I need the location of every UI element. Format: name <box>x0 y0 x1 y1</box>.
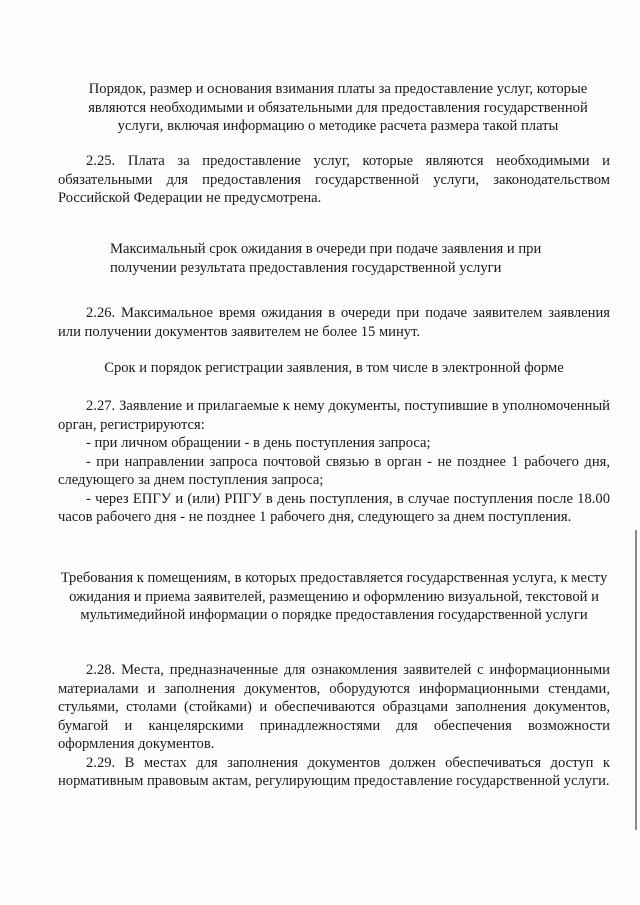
paragraph-2-25: 2.25. Плата за предоставление услуг, которые являются необходимыми и обязательными для предоставления государственной услуги, законодательством Российской Федерации не предусмотрена. <box>58 153 610 206</box>
heading-queue: Максимальный срок ожидания в очереди при подаче заявления и при получении результата предоставления государственной услуги <box>110 241 542 276</box>
scan-edge-line <box>635 530 637 830</box>
heading-fees: Порядок, размер и основания взимания платы за предоставление услуг, которые являются необходимыми и обязательными для предоставления государственной услуги, включая информацию о методике расчета размера такой платы <box>88 81 588 134</box>
heading-premises: Требования к помещениям, в которых предоставляется государственная услуга, к месту ожидания и приема заявителей, размещению и оформлению визуальной, текстовой и мультимедийной информации о порядке предоставления государственной услуги <box>60 570 608 623</box>
paragraph-2-27: 2.27. Заявление и прилагаемые к нему документы, поступившие в уполномоченный орган, регистрируются: <box>58 398 610 433</box>
paragraph-2-29: 2.29. В местах для заполнения документов должен обеспечиваться доступ к нормативным правовым актам, регулирующим предоставление государственной услуги. <box>58 754 610 789</box>
list-item-registration-personal: - при личном обращении - в день поступления запроса; <box>86 435 431 451</box>
paragraph-2-28: 2.28. Места, предназначенные для ознакомления заявителей с информационными материалами и заполнения документов, оборудуются информационными стендами, стульями, столами (стойками) и обеспечиваются образцами заполнения документов, бумагой и канцелярскими принадлежностями для обеспечения возможности оформления документов. <box>58 662 610 752</box>
list-item-registration-online: - через ЕПГУ и (или) РПГУ в день поступления, в случае поступления после 18.00 часов рабочего дня - не позднее 1 рабочего дня, следующего за днем поступления. <box>58 490 610 525</box>
heading-registration: Срок и порядок регистрации заявления, в том числе в электронной форме <box>104 360 564 376</box>
paragraph-2-27-block <box>58 397 610 527</box>
list-item-registration-mail: - при направлении запроса почтовой связью в орган - не позднее 1 рабочего дня, следующего за днем поступления запроса; <box>58 453 610 488</box>
paragraph-2-28-block <box>58 661 610 791</box>
paragraph-2-26: 2.26. Максимальное время ожидания в очереди при подаче заявителем заявления или получении документов заявителем не более 15 минут. <box>58 305 610 340</box>
